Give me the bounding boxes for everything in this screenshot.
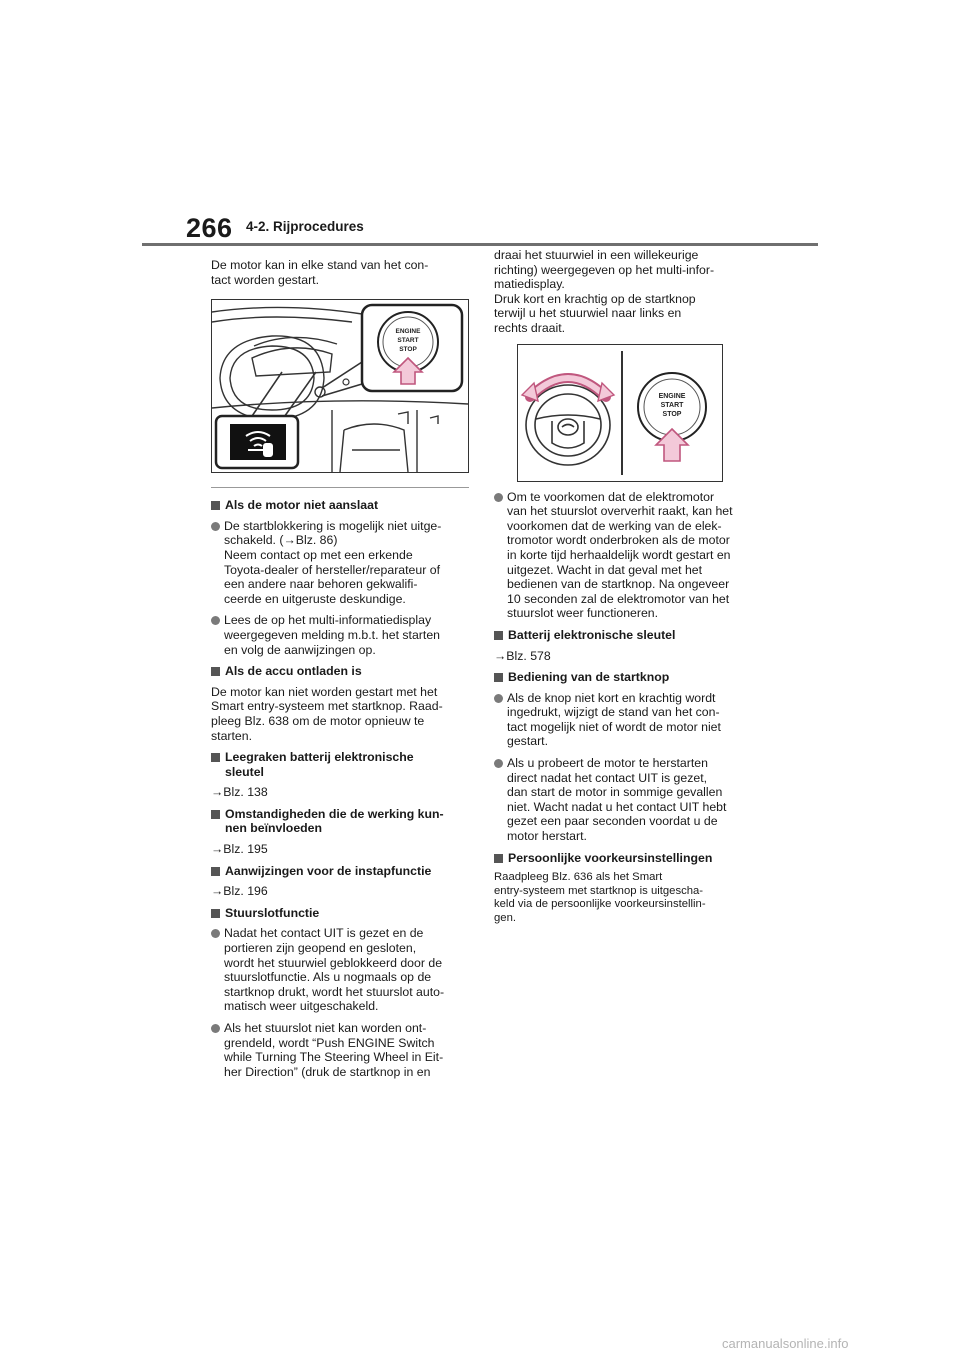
left-column: [211, 258, 469, 1086]
heading-key-battery: Batterij elektronische sleutel: [494, 628, 759, 643]
watermark: carmanualsonline.info: [722, 1336, 849, 1351]
fig2-button-line-3: STOP: [662, 410, 682, 418]
dashboard-illustration: [211, 299, 469, 473]
page-reference: →Blz. 196: [211, 884, 268, 899]
page-reference: →Blz. 578: [494, 648, 551, 663]
heading-entry-function: Aanwijzingen voor de instapfunctie: [211, 864, 469, 879]
heading-square-icon: [211, 810, 220, 819]
heading-square-icon: [211, 667, 220, 676]
right-column: [494, 248, 759, 933]
heading-square-icon: [211, 501, 220, 510]
heading-personal-settings: Persoonlijke voorkeursinstellingen: [494, 851, 759, 866]
heading-steering-lock: Stuurslotfunctie: [211, 906, 469, 921]
bullet-item: Om te voorkomen dat de elektromotor van het stuurslot oververhit raakt, kan het voorkomen dat de werking van de elek- tromotor wordt onderbroken als de motor in korte tijd herhaaldelijk wordt gestart en uitgezet. Wacht in dat geval met het bedienen van de startknop. Na ongeveer 10 seconden zal de elektromotor van het stuurslot weer functioneren.: [494, 490, 759, 621]
continuation-text: draai het stuurwiel in een willekeurige richting) weergegeven op het multi-infor- matiedisplay. Druk kort en krachtig op de startknop terwijl u het stuurwiel naar links en rechts draait.: [494, 248, 715, 335]
heading-engine-not-start: Als de motor niet aanslaat: [211, 498, 469, 513]
heading-square-icon: [494, 673, 503, 682]
fig1-button-line-3: STOP: [399, 346, 417, 354]
section-title: 4-2. Rijprocedures: [246, 219, 364, 234]
heading-square-icon: [211, 909, 220, 918]
paragraph-battery: De motor kan niet worden gestart met het Smart entry-systeem met startknop. Raad- pleeg Blz. 638 om de motor opnieuw te starten.: [211, 684, 443, 743]
bullet-item: Als het stuurslot niet kan worden ont- grendeld, wordt “Push ENGINE Switch while Turning The Steering Wheel in Eit- her Direction” (druk de startknop in en: [211, 1021, 469, 1079]
fig1-button-line-1: ENGINE: [395, 328, 421, 336]
page-reference: →Blz. 195: [211, 842, 268, 857]
page-reference: →Blz. 138: [211, 785, 268, 800]
heading-square-icon: [211, 867, 220, 876]
paragraph-personal-settings: Raadpleeg Blz. 636 als het Smart entry-systeem met startknop is uitgescha- keld via de persoonlijke voorkeursinstellin- gen.: [494, 871, 706, 924]
header-rule: [142, 243, 818, 246]
bullet-item: Nadat het contact UIT is gezet en de portieren zijn geopend en gesloten, wordt het stuurwiel geblokkeerd door de stuurslotfunctie. Als u nogmaals op de startknop drukt, wordt het stuurslot auto- matisch weer uitgeschakeld.: [211, 926, 469, 1014]
heading-square-icon: [494, 631, 503, 640]
intro-text: De motor kan in elke stand van het con- tact worden gestart.: [211, 258, 429, 287]
page-number: 266: [186, 213, 233, 243]
steering-wheel-illustration: [517, 344, 723, 482]
bullet-dot-icon: [211, 1024, 220, 1033]
heading-battery-discharged: Als de accu ontladen is: [211, 664, 469, 679]
bullet-dot-icon: [494, 694, 503, 703]
heading-conditions: Omstandigheden die de werking kun- nen beïnvloeden: [211, 807, 469, 836]
bullet-dot-icon: [211, 522, 220, 531]
bullet-dot-icon: [211, 616, 220, 625]
bullet-item: Als de knop niet kort en krachtig wordt ingedrukt, wijzigt de stand van het con- tact mogelijk niet of wordt de motor niet gestart.: [494, 691, 759, 749]
bullet-item: De startblokkering is mogelijk niet uitge- schakeld. (→Blz. 86) Neem contact op met een erkende Toyota-dealer of hersteller/reparateur of een andere naar behoren gekwalifi- ceerde en uitgeruste deskundige.: [211, 519, 469, 607]
bullet-item: Lees de op het multi-informatiedisplay weergegeven melding m.b.t. het starten en volg de aanwijzingen op.: [211, 613, 469, 657]
heading-square-icon: [494, 854, 503, 863]
heading-key-battery-depleted: Leegraken batterij elektronische sleutel: [211, 750, 469, 779]
heading-square-icon: [211, 753, 220, 762]
bullet-dot-icon: [494, 759, 503, 768]
figure-rule: [211, 487, 469, 488]
fig1-button-line-2: START: [397, 337, 419, 345]
bullet-item: Als u probeert de motor te herstarten direct nadat het contact UIT is gezet, dan start de motor in sommige gevallen niet. Wacht nadat u het contact UIT hebt gezet een paar seconden voordat u de motor herstart.: [494, 756, 759, 844]
bullet-dot-icon: [494, 493, 503, 502]
bullet-dot-icon: [211, 929, 220, 938]
heading-start-button-operation: Bediening van de startknop: [494, 670, 759, 685]
fig2-button-line-1: ENGINE: [658, 392, 686, 400]
fig2-button-line-2: START: [660, 401, 684, 409]
